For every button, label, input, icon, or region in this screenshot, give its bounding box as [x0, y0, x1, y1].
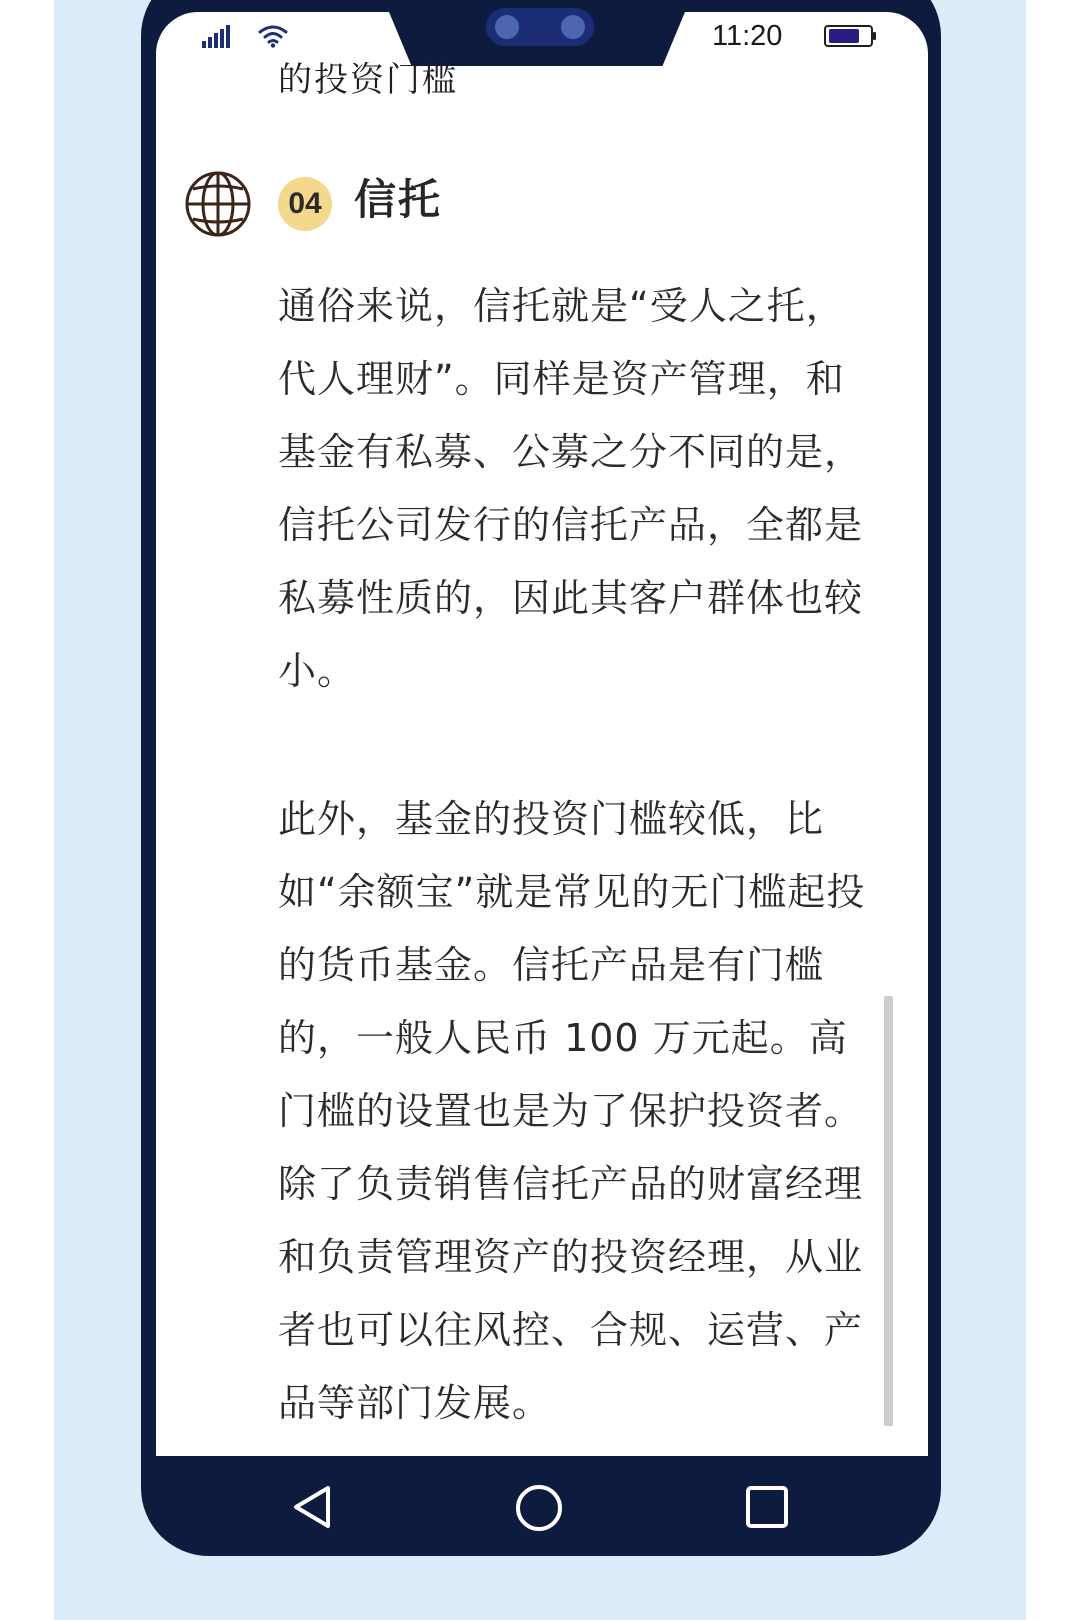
front-camera	[486, 8, 594, 46]
paragraph-trust-threshold: 此外，基金的投资门槛较低，比如“余额宝”就是常见的无门槛起投的货币基金。信托产品是有门槛的，一般人民币 100 万元起。高门槛的设置也是为了保护投资者。除了负责销售信托产品的财富经理和负责管理资产的投资经理，从业者也可以往风控、合规、运营、产品等部门发展。	[278, 797, 866, 1425]
back-icon[interactable]	[292, 1485, 332, 1529]
home-icon[interactable]	[515, 1484, 563, 1532]
clipped-text	[278, 60, 458, 104]
camera-lens-icon	[495, 15, 519, 39]
section-title: 信托	[354, 175, 443, 224]
camera-lens-icon	[561, 15, 585, 39]
section-number-badge: 04	[278, 177, 332, 231]
signal-icon	[202, 24, 236, 48]
paragraph-trust-definition: 通俗来说，信托就是“受人之托，代人理财”。同样是资产管理，和基金有私募、公募之分不同的是，信托公司发行的信托产品，全都是私募性质的，因此其客户群体也较小。	[278, 284, 864, 693]
clipped-text-content: 的投资门槛	[278, 60, 458, 100]
recent-apps-icon[interactable]	[745, 1485, 789, 1529]
status-time: 11:20	[712, 20, 783, 52]
globe-icon	[185, 171, 251, 237]
wifi-icon	[258, 24, 288, 48]
battery-icon	[824, 24, 878, 48]
vertical-scrollbar[interactable]	[884, 996, 893, 1426]
